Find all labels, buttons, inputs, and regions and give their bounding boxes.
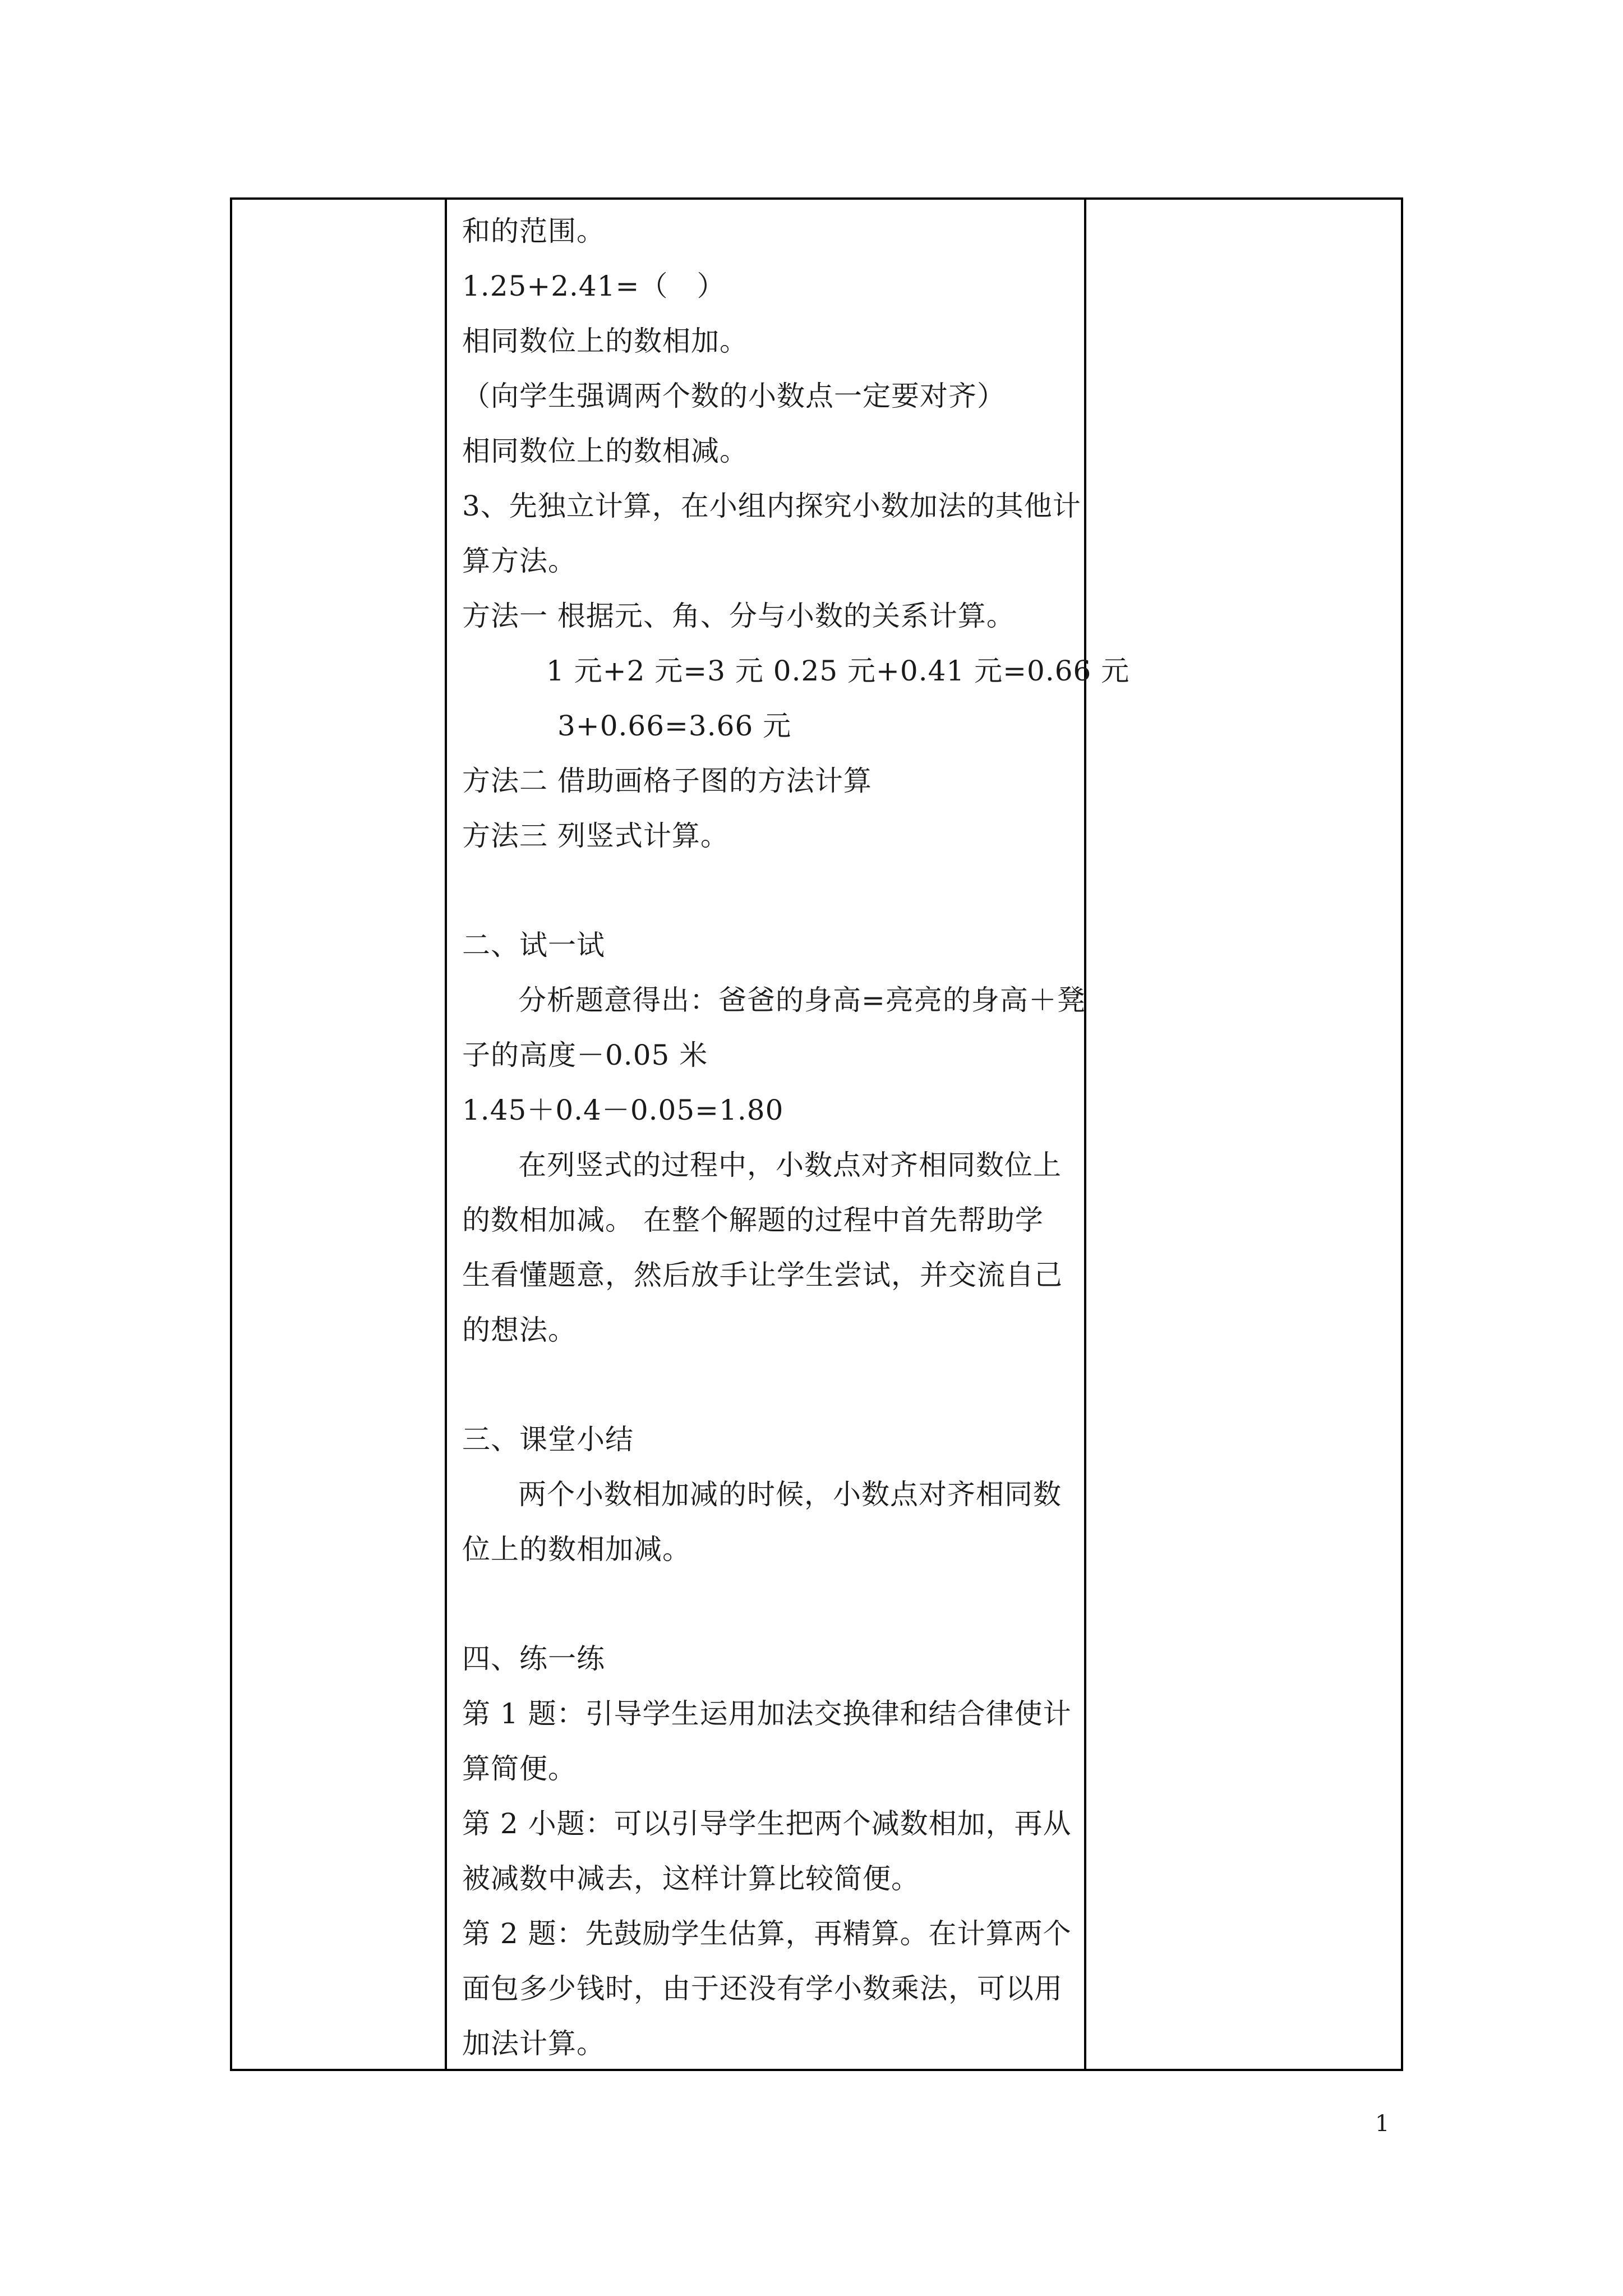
text-line: 和的范围。 [462,215,605,247]
table-border-right [1401,197,1403,2071]
text-line: 3、先独立计算，在小组内探究小数加法的其他计 [462,490,1081,522]
text-line: 1.45＋0.4－0.05=1.80 [462,1094,784,1126]
text-line: 算简便。 [462,1752,577,1785]
text-line: 1.25+2.41=（ ） [462,270,726,302]
page-number: 1 [1375,2111,1390,2137]
text-line: 方法三 列竖式计算。 [462,820,729,852]
text-line: 方法一 根据元、角、分与小数的关系计算。 [462,600,1015,632]
section-heading: 二、试一试 [462,929,605,961]
text-line: 3+0.66=3.66 元 [557,710,792,742]
text-line: 在列竖式的过程中，小数点对齐相同数位上 [518,1149,1062,1181]
text-line: 的数相加减。 在整个解题的过程中首先帮助学 [462,1204,1044,1236]
text-line: 生看懂题意，然后放手让学生尝试，并交流自己 [462,1259,1063,1291]
text-line: 第 2 题：先鼓励学生估算，再精算。在计算两个 [462,1917,1072,1950]
text-line: （向学生强调两个数的小数点一定要对齐） [462,380,1006,412]
text-line: 相同数位上的数相加。 [462,325,748,357]
text-line: 加法计算。 [462,2027,605,2060]
text-line: 方法二 借助画格子图的方法计算 [462,765,872,797]
text-line: 两个小数相加减的时候，小数点对齐相同数 [518,1478,1062,1511]
section-heading: 四、练一练 [462,1642,605,1675]
text-line: 第 1 题：引导学生运用加法交换律和结合律使计 [462,1697,1072,1730]
text-line: 算方法。 [462,545,577,577]
text-line: 第 2 小题：可以引导学生把两个减数相加，再从 [462,1807,1072,1840]
table-column-divider-1 [445,197,447,2071]
text-line: 分析题意得出：爸爸的身高=亮亮的身高＋凳 [518,984,1086,1016]
text-line: 相同数位上的数相减。 [462,435,748,467]
text-line: 1 元+2 元=3 元 0.25 元+0.41 元=0.66 元 [546,655,1130,687]
section-heading: 三、课堂小结 [462,1423,634,1456]
text-line: 的想法。 [462,1314,577,1346]
lesson-table [231,197,1403,2071]
text-line: 子的高度－0.05 米 [462,1039,708,1071]
text-line: 位上的数相加减。 [462,1533,691,1566]
table-border-left [230,197,232,2071]
table-column-divider-2 [1084,197,1086,2071]
text-line: 面包多少钱时，由于还没有学小数乘法，可以用 [462,1972,1063,2005]
text-line: 被减数中减去，这样计算比较简便。 [462,1862,920,1895]
